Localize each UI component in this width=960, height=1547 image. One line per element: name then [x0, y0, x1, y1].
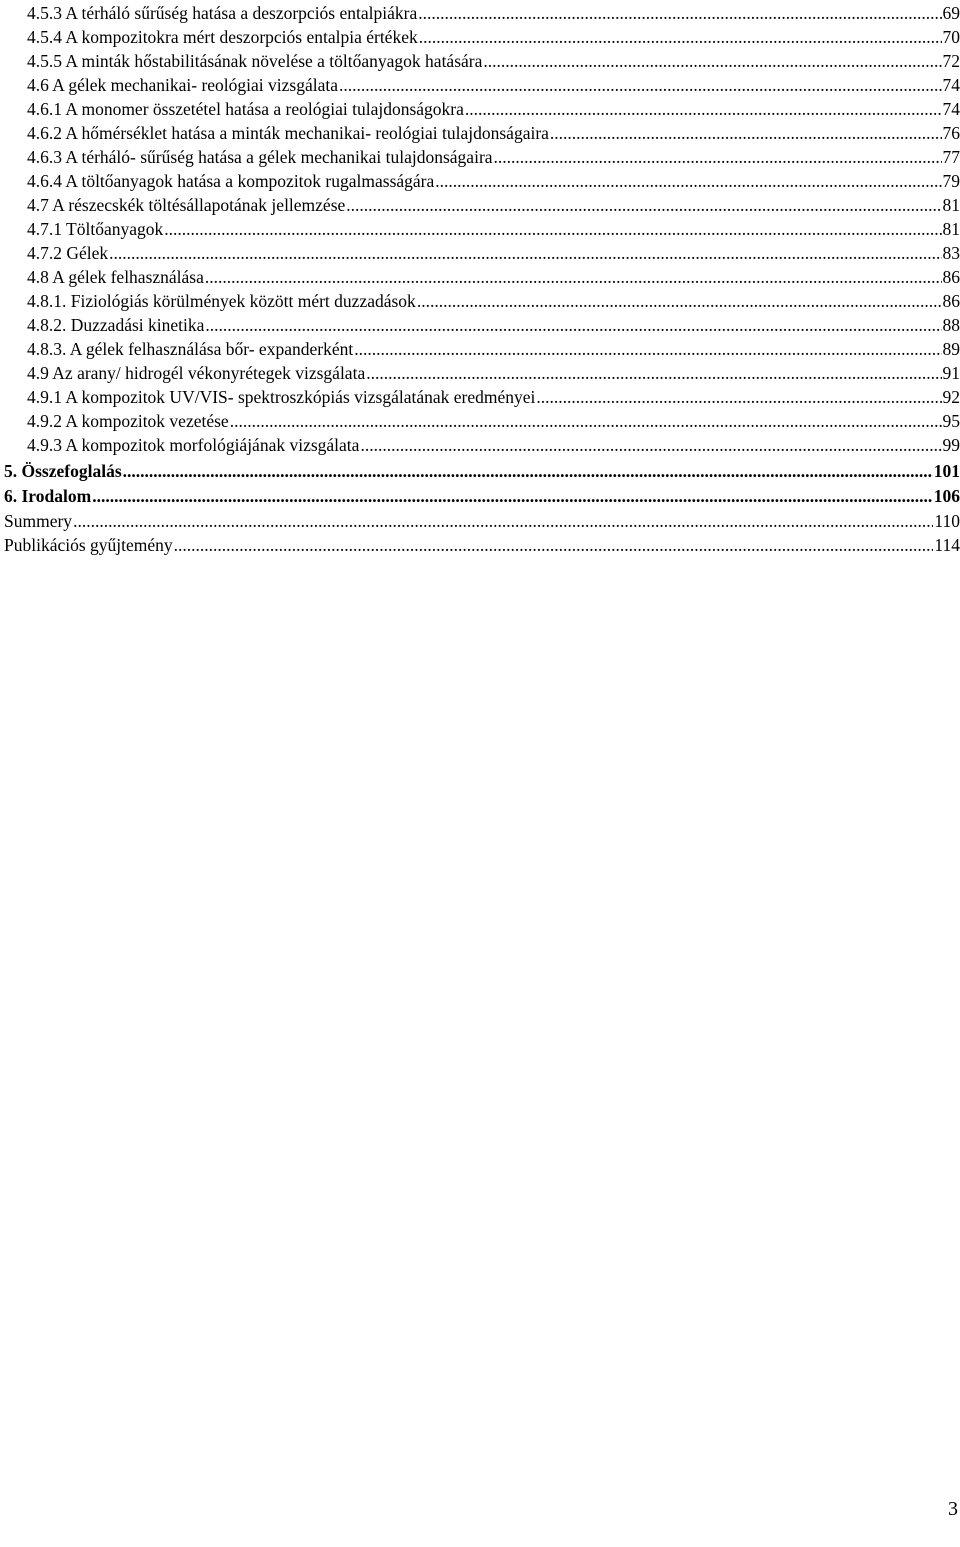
toc-entry [27, 1, 960, 25]
toc-entry-page: 110 [934, 511, 960, 531]
toc-entry [27, 385, 960, 409]
toc-entry-label: 4.6.2 A hőmérséklet hatása a minták mechanikai- reológiai tulajdonságaira [27, 123, 549, 143]
toc-entry [27, 73, 960, 97]
toc-entry [27, 169, 960, 193]
toc-leader-dots [174, 533, 934, 557]
toc-entry [27, 97, 960, 121]
toc-entry-page: 92 [942, 387, 960, 407]
toc-entry [4, 509, 960, 533]
toc-entry-page: 81 [942, 195, 960, 215]
toc-entry-label: 4.6.3 A térháló- sűrűség hatása a gélek mechanikai tulajdonságaira [27, 147, 493, 167]
toc-entry-label: 4.9 Az arany/ hidrogél vékonyrétegek vizsgálata [27, 363, 366, 383]
toc-entry-label: 6. Irodalom [4, 486, 92, 506]
toc-entry-page: 74 [942, 75, 960, 95]
toc-entry [27, 193, 960, 217]
toc-entry-label: 4.8.3. A gélek felhasználása bőr- expanderként [27, 339, 354, 359]
toc-entry [27, 145, 960, 169]
toc-entry [27, 289, 960, 313]
toc-entry-label: 4.5.3 A térháló sűrűség hatása a deszorpciós entalpiákra [27, 3, 418, 23]
toc-leader-dots [346, 193, 941, 217]
toc-leader-dots [550, 121, 942, 145]
toc-entry-page: 86 [942, 267, 960, 287]
toc-entry-label: Summery [4, 511, 73, 531]
toc-entry-label: 4.9.3 A kompozitok morfológiájának vizsgálata [27, 435, 360, 455]
toc-entry-label: 4.9.1 A kompozitok UV/VIS- spektroszkópiás vizsgálatának eredményei [27, 387, 536, 407]
toc-entry-page: 69 [942, 3, 960, 23]
toc-entry-page: 70 [942, 27, 960, 47]
toc-leader-dots [419, 25, 942, 49]
toc-entry-label: 4.6.4 A töltőanyagok hatása a kompozitok rugalmasságára [27, 171, 435, 191]
toc-leader-dots [360, 433, 941, 457]
toc-leader-dots [73, 509, 933, 533]
toc-entry [27, 217, 960, 241]
toc-leader-dots [230, 409, 942, 433]
toc-entry-label: 4.8 A gélek felhasználása [27, 267, 204, 287]
toc-entry [27, 409, 960, 433]
toc-entry-label: 4.7 A részecskék töltésállapotának jellemzése [27, 195, 346, 215]
toc-leader-dots [164, 217, 941, 241]
toc-leader-dots [465, 97, 942, 121]
toc-entry-page: 95 [942, 411, 960, 431]
toc-leader-dots [123, 459, 933, 483]
toc-entry-label: 4.6.1 A monomer összetétel hatása a reológiai tulajdonságokra [27, 99, 464, 119]
toc-entry [27, 313, 960, 337]
toc-leader-dots [483, 49, 941, 73]
toc-entry-label: 4.9.2 A kompozitok vezetése [27, 411, 229, 431]
toc-entry-page: 91 [942, 363, 960, 383]
toc-entry [27, 25, 960, 49]
toc-leader-dots [339, 73, 941, 97]
toc-entry-page: 86 [942, 291, 960, 311]
toc-leader-dots [205, 265, 942, 289]
toc-entry-page: 74 [942, 99, 960, 119]
toc-chapter-entry [4, 484, 960, 508]
toc-entry [27, 121, 960, 145]
toc-entry-label: 4.5.4 A kompozitokra mért deszorpciós entalpia értékek [27, 27, 418, 47]
toc-entry [27, 49, 960, 73]
toc-entry [27, 361, 960, 385]
toc-entry-label: 4.8.1. Fiziológiás körülmények között mért duzzadások [27, 291, 416, 311]
toc-leader-dots [418, 1, 941, 25]
toc-entry-page: 99 [942, 435, 960, 455]
toc-entry [27, 337, 960, 361]
toc-entry-label: 4.7.2 Gélek [27, 243, 109, 263]
toc-entry [27, 265, 960, 289]
toc-entry [27, 433, 960, 457]
toc-entry-page: 89 [942, 339, 960, 359]
toc-entry-label: 5. Összefoglalás [4, 461, 122, 481]
toc-entry-page: 83 [942, 243, 960, 263]
toc-leader-dots [354, 337, 941, 361]
toc-entry [27, 241, 960, 265]
toc-entry-page: 101 [933, 461, 960, 481]
page-number: 3 [948, 1498, 958, 1520]
toc-entry-page: 106 [933, 486, 960, 506]
toc-leader-dots [109, 241, 941, 265]
toc-chapter-entry [4, 459, 960, 483]
toc-entry-page: 88 [942, 315, 960, 335]
toc-entry-page: 76 [942, 123, 960, 143]
toc-leader-dots [494, 145, 942, 169]
toc-entry-page: 72 [942, 51, 960, 71]
toc-leader-dots [417, 289, 942, 313]
toc-entry-label: Publikációs gyűjtemény [4, 535, 173, 555]
toc-leader-dots [435, 169, 941, 193]
toc-leader-dots [205, 313, 941, 337]
toc-entry-page: 81 [942, 219, 960, 239]
toc-entry-page: 114 [934, 535, 960, 555]
toc-entry-label: 4.6 A gélek mechanikai- reológiai vizsgálata [27, 75, 339, 95]
toc-entry-page: 79 [942, 171, 960, 191]
toc-entry-label: 4.8.2. Duzzadási kinetika [27, 315, 205, 335]
toc-entry-label: 4.5.5 A minták hőstabilitásának növelése a töltőanyagok hatására [27, 51, 483, 71]
toc-leader-dots [366, 361, 941, 385]
toc-leader-dots [92, 484, 933, 508]
toc-leader-dots [536, 385, 941, 409]
toc-entry-label: 4.7.1 Töltőanyagok [27, 219, 164, 239]
toc-entry [4, 533, 960, 557]
toc-entry-page: 77 [942, 147, 960, 167]
